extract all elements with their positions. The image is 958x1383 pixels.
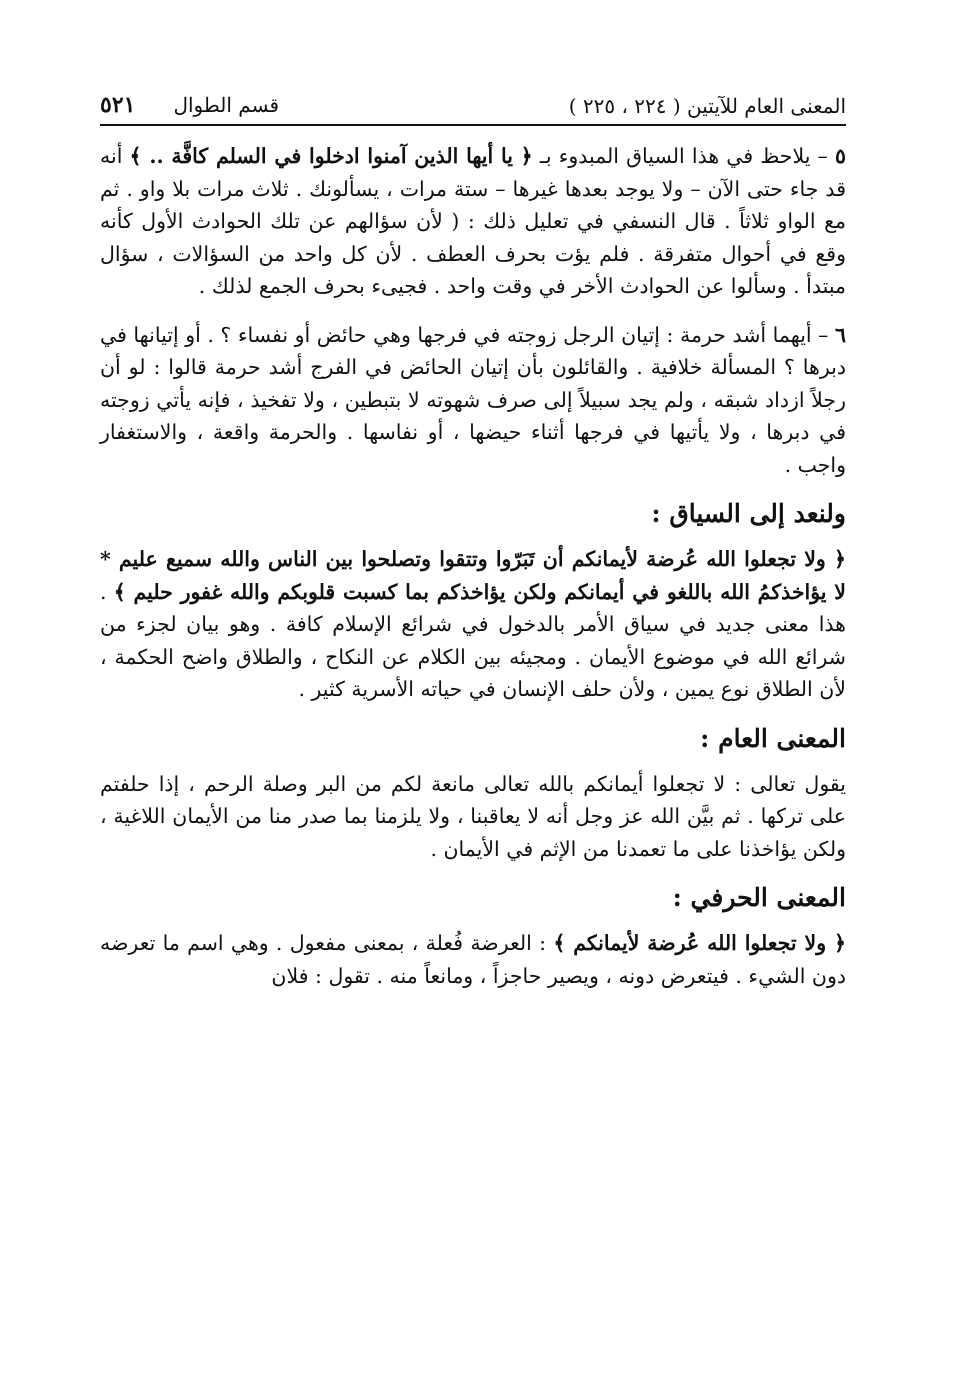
- paragraph-text: . هذا معنى جديد في سياق الأمر بالدخول في شرائع الإسلام كافة . وهو بيان لجزء من شرائع الله في موضوع الأيمان . ومجيئه بين الكلام عن النكاح ، والطلاق واضح الحكمة ، لأن الطلاق نوع يمين ، ولأن حلف الإنسان في حياته الأسرية كثير .: [100, 579, 846, 701]
- paragraph-text: يقول تعالى : لا تجعلوا أيمانكم بالله تعالى مانعة لكم من البر وصلة الرحم ، إذا حلفتم على تركها . ثم بيَّن الله عز وجل أنه لا يعاقبنا ، ولا يلزمنا بما صدر منا من الأيمان اللاغية ، ولكن يؤاخذنا على ما تعمدنا من الإثم في الأيمان .: [100, 771, 846, 861]
- header-section: قسم الطوال: [173, 93, 279, 117]
- paragraph-5: [100, 140, 846, 303]
- paragraph-general-meaning: [100, 768, 846, 866]
- paragraph-literal-meaning: [100, 927, 846, 992]
- quran-quote: ﴿ ولا تجعلوا الله عُرضة لأيمانكم أن تَبَرّوا وتتقوا وتصلحوا بين الناس والله سميع عليم * لا يؤاخذكمُ الله باللغو في أيمانكم ولكن يؤاخذكم بما كسبت قلوبكم والله غفور حليم ﴾: [100, 547, 846, 604]
- section-heading: ولنعد إلى السياق :: [651, 499, 846, 528]
- paragraph-text: – أيهما أشد حرمة : إتيان الرجل زوجته في فرجها وهي حائض أو نفساء ؟ . أو إتيانها في دبرها ؟ المسألة خلافية . والقائلون بأن إتيان الحائض في الفرج أشد حرمة قالوا : لو أن رجلاً ازداد شبقه ، ولم يجد سبيلاً إلى صرف شهوته لا بتبطين ، ولا تفخيذ ، فإنه يأتي زوجته في دبرها ، ولا يأتيها في فرجها أثناء حيضها ، أو نفاسها . والحرمة واقعة ، والاستغفار واجب .: [100, 322, 846, 477]
- page-body: [100, 140, 846, 992]
- note-number: ٦: [834, 322, 846, 347]
- quran-quote: ﴿ ولا تجعلوا الله عُرضة لأيمانكم ﴾: [553, 931, 846, 955]
- note-number: ٥: [834, 144, 846, 168]
- paragraph-6: [100, 319, 846, 482]
- paragraph-verse: [100, 543, 846, 706]
- paragraph-text: – يلاحظ في هذا السياق المبدوء بـ: [532, 144, 835, 168]
- running-header: [100, 92, 846, 126]
- header-left: [100, 92, 279, 118]
- paragraph-text: أنه قد جاء حتى الآن – ولا يوجد بعدها غيرها – ستة مرات ، يسألونك . ثلاث مرات بلا واو . ثم مع الواو ثلاثاً . قال النسفي في تعليل ذلك : ( لأن سؤالهم عن تلك الحوادث الأول كأنه وقع في أحوال متفرقة . فلم يؤت بحرف العطف . لأن كل واحد من السؤالات ، سؤال مبتدأ . وسألوا عن الحوادث الأخر في وقت واحد . فجيىء بحرف الجمع لذلك .: [100, 144, 846, 298]
- page-number: ٥٢١: [100, 92, 136, 118]
- section-heading: المعنى العام :: [700, 723, 846, 753]
- paragraph-text: : العرضة فُعلة ، بمعنى مفعول . وهي اسم ما تعرضه دون الشيء . فيتعرض دونه ، ويصير حاجزاً ، ومانعاً منه . تقول : فلان: [100, 931, 846, 988]
- header-title: المعنى العام للآيتين ( ٢٢٤ ، ٢٢٥ ): [568, 94, 846, 118]
- section-heading: المعنى الحرفي :: [672, 883, 846, 912]
- quran-quote: ﴿ يا أيها الذين آمنوا ادخلوا في السلم كافَّة .. ﴾: [129, 144, 533, 168]
